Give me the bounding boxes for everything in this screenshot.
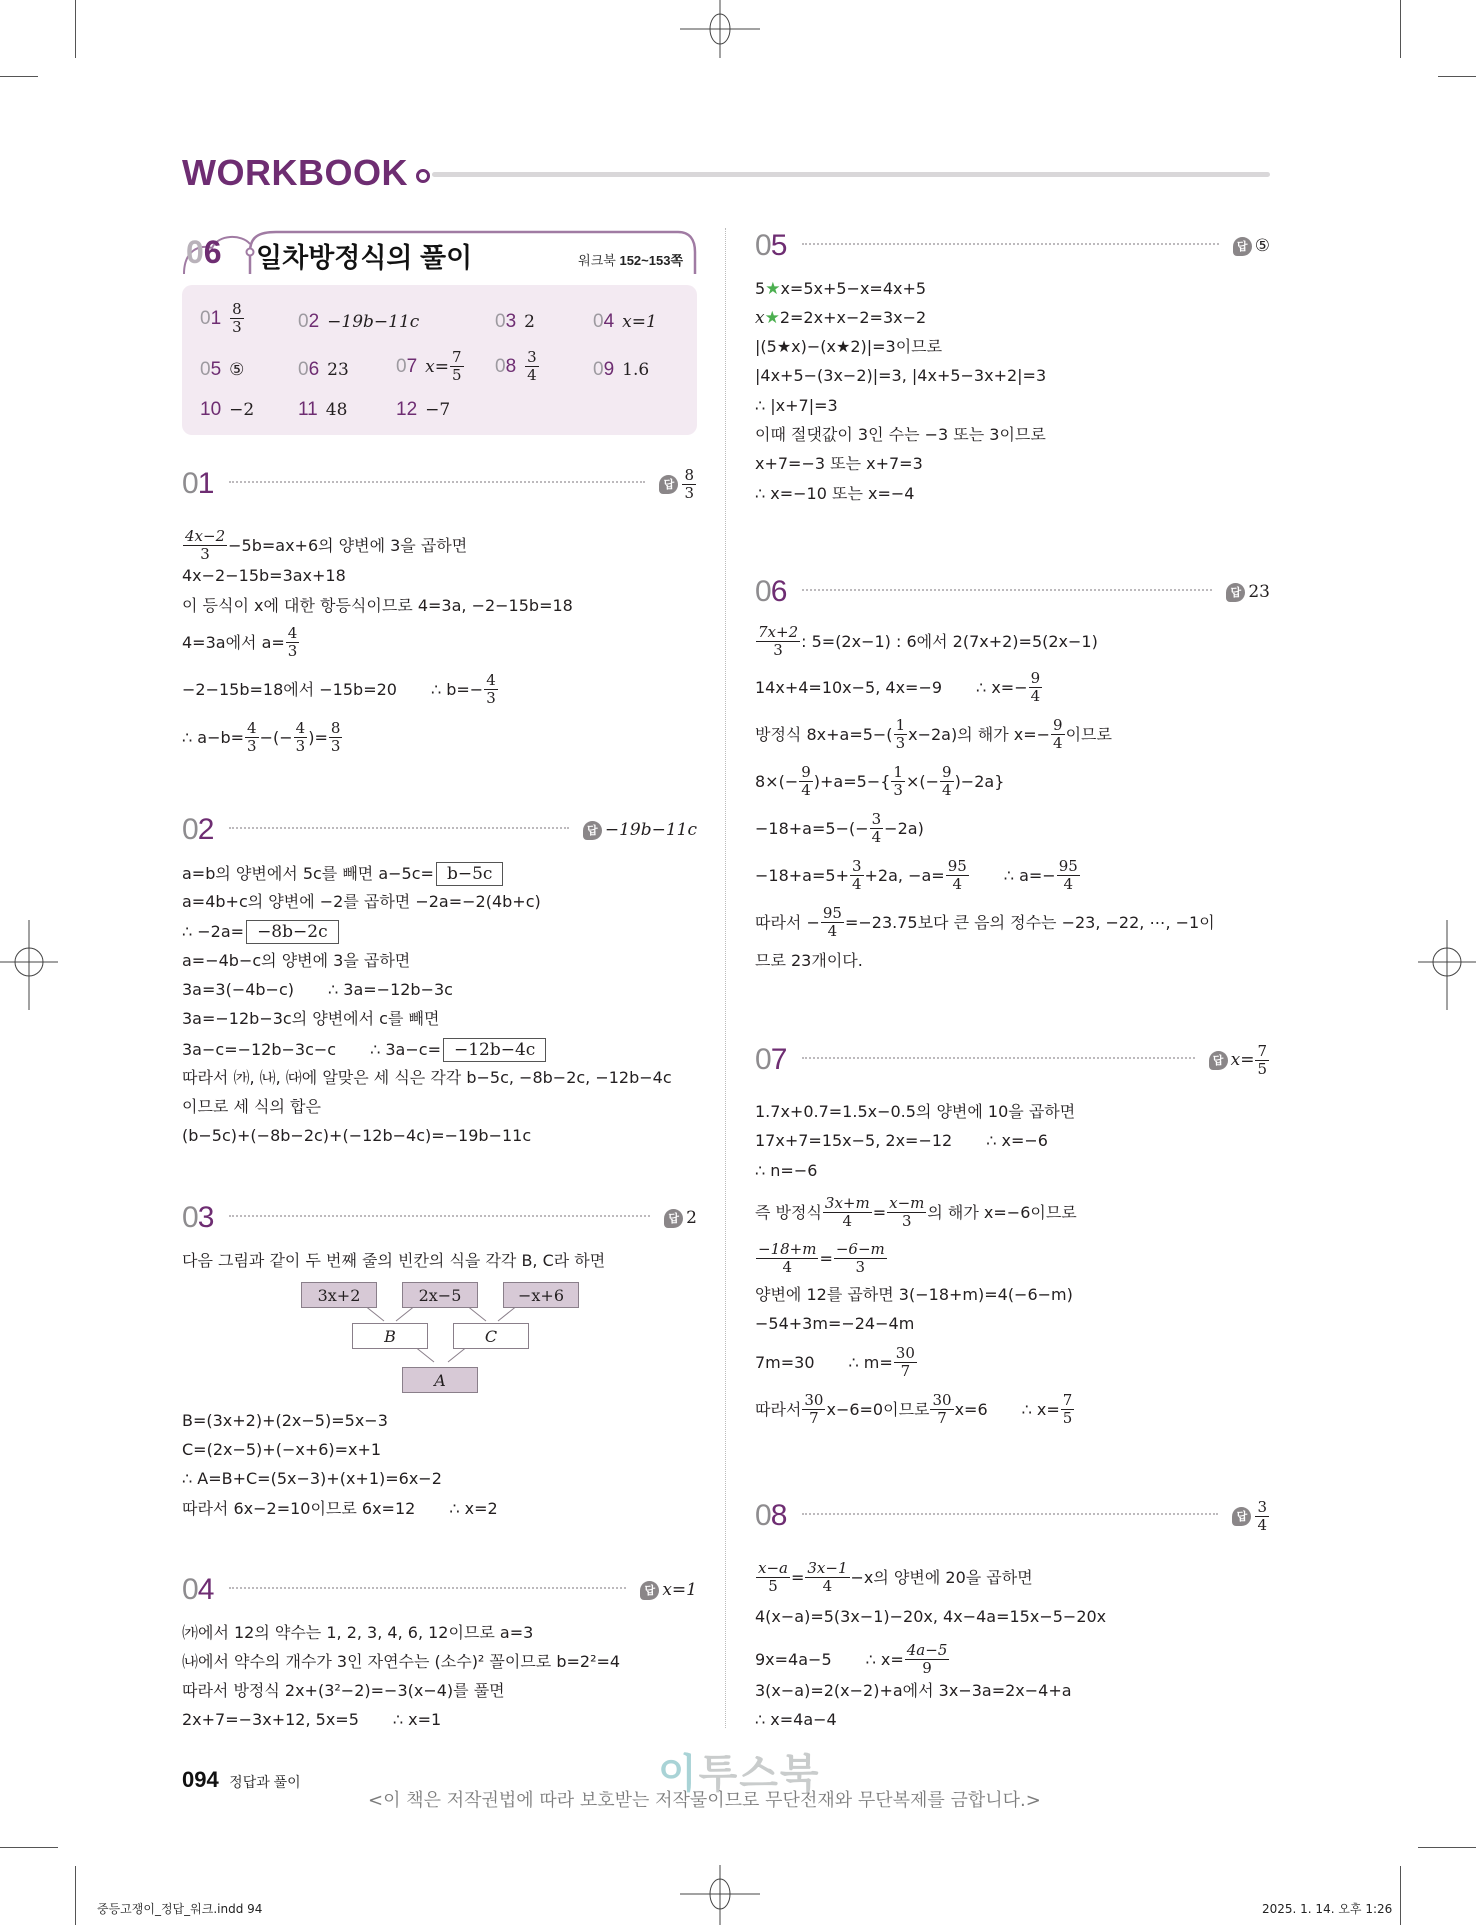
crop-mark <box>1438 76 1476 77</box>
solution-line: 9x=4a−5 ∴ x= $\frac{4a-5}{9}$ <box>755 1641 948 1677</box>
chapter-ref-label: 워크북 <box>578 253 616 268</box>
diagram-top-box-2: 2x−5 <box>402 1282 478 1308</box>
answer-badge-icon: 답 <box>664 1209 683 1228</box>
solution-line: B=(3x+2)+(2x−5)=5x−3 <box>182 1411 388 1430</box>
solution-line: ∴ |x+7|=3 <box>755 396 838 415</box>
solution-line: ∴ a−b= $\frac{4}{3}$ −(− $\frac{4}{3}$ )= $\frac{8}{3}$ <box>182 719 341 755</box>
summary-item-08: 08 $\frac{3}{4}$ <box>495 348 537 384</box>
solution-line: ㈏에서 약수의 개수가 3인 자연수는 (소수)² 꼴이므로 b=2²=4 <box>182 1652 621 1671</box>
page-section-label: 정답과 풀이 <box>229 1774 301 1790</box>
problem-06-header: 06 답 23 <box>755 575 1270 608</box>
chapter-ref-pages: 152~153쪽 <box>619 253 683 268</box>
crop-mark <box>75 1866 76 1925</box>
solution-line: a=−4b−c의 양변에 3을 곱하면 <box>182 951 411 970</box>
blank-box: b−5c <box>436 862 503 886</box>
registration-mark-icon <box>0 920 60 1010</box>
problem-03-answer: 답 2 <box>664 1208 697 1228</box>
registration-mark-icon <box>1416 920 1476 1010</box>
crop-mark <box>0 76 38 77</box>
solution-line: −18+a=5+ $\frac{3}{4}$ +2a, −a= $\frac{95}{4}$ ∴ a=− $\frac{95}{4}$ <box>755 857 1078 893</box>
solution-line: x ★ 2=2x+x−2=3x−2 <box>755 308 927 328</box>
solution-line: 4=3a에서 a= $\frac{4}{3}$ <box>182 624 298 660</box>
blank-box: −8b−2c <box>246 920 339 944</box>
answer-badge-icon: 답 <box>659 475 678 494</box>
header-rule <box>432 172 1270 177</box>
solution-line: 방정식 8x+a=5−( $\frac{1}{3}$ x−2a)의 해가 x=− $\frac{9}{4}$ 이므로 <box>755 716 1112 752</box>
solution-line: 2x+7=−3x+12, 5x=5 ∴ x=1 <box>182 1710 442 1729</box>
crop-mark <box>1418 1847 1476 1848</box>
crop-mark <box>0 1847 58 1848</box>
answer-badge-icon: 답 <box>1226 583 1245 602</box>
solution-line: 이므로 세 식의 합은 <box>182 1097 321 1116</box>
crop-mark <box>75 0 76 58</box>
answer-badge-icon: 답 <box>1232 1507 1251 1526</box>
problem-06-answer: 답 23 <box>1226 582 1270 602</box>
answer-badge-icon: 답 <box>1209 1051 1228 1070</box>
diagram-middle-box-b: B <box>352 1323 428 1349</box>
problem-07-answer: 답 x= $\frac{7}{5}$ <box>1209 1043 1270 1078</box>
solution-line: 3a−c=−12b−3c−c ∴ 3a−c= −12b−4c <box>182 1038 546 1062</box>
solution-line: 3a=3(−4b−c) ∴ 3a=−12b−3c <box>182 980 453 999</box>
solution-line: $\frac{x-a}{5}$ = $\frac{3x-1}{4}$ −x의 양변에 20을 곱하면 <box>758 1559 1033 1595</box>
answer-badge-icon: 답 <box>1233 237 1252 256</box>
page-footer <box>182 1767 301 1793</box>
print-slug-date: 2025. 1. 14. 오후 1:26 <box>1262 1902 1393 1916</box>
solution-line: 8×(− $\frac{9}{4}$ )+a=5−{ $\frac{1}{3}$ ×(− $\frac{9}{4}$ )−2a} <box>755 763 1005 799</box>
solution-line: ㈎에서 12의 약수는 1, 2, 3, 4, 6, 12이므로 a=3 <box>182 1623 534 1642</box>
crop-mark <box>1400 1866 1401 1925</box>
problem-04-answer: 답 x=1 <box>640 1580 697 1600</box>
problem-05-answer: 답 ⑤ <box>1233 236 1270 256</box>
solution-line: x+7=−3 또는 x+7=3 <box>755 454 923 473</box>
problem-08-header: 08 답 $\frac{3}{4}$ <box>755 1498 1270 1534</box>
problem-08-answer: 답 $\frac{3}{4}$ <box>1232 1499 1270 1534</box>
summary-item-04: 04 x=1 <box>593 311 657 332</box>
problem-03-header: 03 답 2 <box>182 1201 697 1234</box>
answer-summary-box <box>182 285 697 435</box>
problem-07-header: 07 답 x= $\frac{7}{5}$ <box>755 1042 1270 1078</box>
summary-item-11: 11 48 <box>298 399 348 420</box>
diagram-top-box-1: 3x+2 <box>301 1282 377 1308</box>
solution-line: |(5★x)−(x★2)|=3이므로 <box>755 337 943 356</box>
answer-badge-icon: 답 <box>583 821 602 840</box>
problem-05-header: 05 답 ⑤ <box>755 229 1270 262</box>
solution-line: 이 등식이 x에 대한 항등식이므로 4=3a, −2−15b=18 <box>182 596 573 615</box>
blank-box: −12b−4c <box>443 1038 546 1062</box>
solution-line: a=4b+c의 양변에 −2를 곱하면 −2a=−2(4b+c) <box>182 892 541 911</box>
solution-line: ∴ x=4a−4 <box>755 1710 837 1729</box>
print-slug-file: 중등고쟁이_정답_워크.indd 94 <box>97 1902 263 1916</box>
solution-line: 3(x−a)=2(x−2)+a에서 3x−3a=2x−4+a <box>755 1681 1072 1700</box>
chapter-number-prefix: 0 <box>186 234 204 270</box>
summary-item-01: 01 $\frac{8}{3}$ <box>200 300 242 336</box>
chapter-title: 일차방정식의 풀이 <box>256 243 473 273</box>
solution-line: 4x−2−15b=3ax+18 <box>182 566 346 585</box>
solution-line: −18+a=5−(− $\frac{3}{4}$ −2a) <box>755 810 924 846</box>
solution-line: 17x+7=15x−5, 2x=−12 ∴ x=−6 <box>755 1131 1048 1150</box>
solution-line: −2−15b=18에서 −15b=20 ∴ b=− $\frac{4}{3}$ <box>182 671 496 707</box>
chapter-tab <box>182 228 697 288</box>
problem-02-header: 02 답 −19b−11c <box>182 813 697 846</box>
summary-item-05: 05 ⑤ <box>200 359 245 380</box>
solution-line: 4(x−a)=5(3x−1)−20x, 4x−4a=15x−5−20x <box>755 1607 1107 1626</box>
summary-item-12: 12 −7 <box>396 399 451 420</box>
workbook-title: WORKBOOK <box>182 152 408 193</box>
solution-line: 즉 방정식 $\frac{3x+m}{4}$ = $\frac{x-m}{3}$ 의 해가 x=−6이므로 <box>755 1194 1077 1230</box>
copyright-notice: <이 책은 저작권법에 따라 보호받는 저작물이므로 무단전재와 무단복제를 금합니다.> <box>368 1790 1041 1811</box>
solution-line: ∴ −2a= −8b−2c <box>182 920 339 944</box>
summary-item-06: 06 23 <box>298 359 349 380</box>
solution-line: −54+3m=−24−4m <box>755 1314 915 1333</box>
summary-item-07: 07 x= $\frac{7}{5}$ <box>396 348 462 384</box>
solution-line: a=b의 양변에서 5c를 빼면 a−5c= b−5c <box>182 862 503 886</box>
solution-line: ∴ A=B+C=(5x−3)+(x+1)=6x−2 <box>182 1469 442 1488</box>
summary-item-10: 10 −2 <box>200 399 255 420</box>
star-operator-icon: ★ <box>764 308 780 328</box>
solution-line: 이때 절댓값이 3인 수는 −3 또는 3이므로 <box>755 425 1046 444</box>
solution-line: 므로 23개이다. <box>755 951 863 970</box>
solution-line: 다음 그림과 같이 두 번째 줄의 빈칸의 식을 각각 B, C라 하면 <box>182 1251 606 1270</box>
solution-line: 따라서 ㈎, ㈏, ㈐에 알맞은 세 식은 각각 b−5c, −8b−2c, −12b−4c <box>182 1068 672 1087</box>
page-number: 094 <box>182 1767 219 1792</box>
solution-line: 7m=30 ∴ m= $\frac{30}{7}$ <box>755 1344 915 1380</box>
chapter-page-ref <box>578 250 683 269</box>
summary-item-09: 09 1.6 <box>593 359 650 380</box>
diagram-middle-box-c: C <box>453 1323 529 1349</box>
answer-badge-icon: 답 <box>640 1581 659 1600</box>
summary-item-03: 03 2 <box>495 311 535 332</box>
solution-line: 따라서 $\frac{30}{7}$ x−6=0이므로 $\frac{30}{7}$ x=6 ∴ x= $\frac{7}{5}$ <box>755 1391 1073 1427</box>
star-operator-icon: ★ <box>765 279 781 299</box>
chapter-number-main: 6 <box>203 234 222 270</box>
solution-line: 1.7x+0.7=1.5x−0.5의 양변에 10을 곱하면 <box>755 1102 1076 1121</box>
chapter-number <box>186 234 222 271</box>
solution-line: $\frac{-18+m}{4}$ = $\frac{-6-m}{3}$ <box>758 1240 885 1276</box>
registration-mark-icon <box>676 1865 766 1925</box>
crop-mark <box>1400 0 1401 58</box>
problem-01-header: 01 답 $\frac{8}{3}$ <box>182 466 697 502</box>
problem-02-answer: 답 −19b−11c <box>583 820 697 840</box>
solution-line: ∴ x=−10 또는 x=−4 <box>755 484 915 503</box>
solution-line: 양변에 12를 곱하면 3(−18+m)=4(−6−m) <box>755 1285 1073 1304</box>
registration-mark-icon <box>676 0 766 60</box>
solution-line: C=(2x−5)+(−x+6)=x+1 <box>182 1440 382 1459</box>
summary-item-02: 02 −19b−11c <box>298 311 420 332</box>
solution-line: 따라서 방정식 2x+(3²−2)=−3(x−4)를 풀면 <box>182 1681 505 1700</box>
solution-line: (b−5c)+(−8b−2c)+(−12b−4c)=−19b−11c <box>182 1126 532 1145</box>
solution-line: $\frac{7x+2}{3}$ : 5=(2x−1) : 6에서 2(7x+2)=5(2x−1) <box>758 623 1098 659</box>
solution-line: |4x+5−(3x−2)|=3, |4x+5−3x+2|=3 <box>755 366 1047 385</box>
diagram-bottom-box-a: A <box>402 1367 478 1393</box>
solution-line: ∴ n=−6 <box>755 1161 818 1180</box>
publisher-watermark: 이투스북 <box>658 1751 821 1797</box>
header-dot-icon <box>416 169 430 183</box>
solution-line: 따라서 − $\frac{95}{4}$ =−23.75보다 큰 음의 정수는 −23, −22, ⋯, −1이 <box>755 904 1215 940</box>
solution-line: 14x+4=10x−5, 4x=−9 ∴ x=− $\frac{9}{4}$ <box>755 669 1041 705</box>
problem-01-answer: 답 $\frac{8}{3}$ <box>659 467 697 502</box>
problem-04-header: 04 답 x=1 <box>182 1573 697 1606</box>
solution-line: 따라서 6x−2=10이므로 6x=12 ∴ x=2 <box>182 1499 498 1518</box>
diagram-top-box-3: −x+6 <box>503 1282 579 1308</box>
solution-line: 5 ★ x=5x+5−x=4x+5 <box>755 279 927 299</box>
solution-line: 3a=−12b−3c의 양변에서 c를 빼면 <box>182 1009 440 1028</box>
column-divider <box>725 228 726 1728</box>
solution-line: $\frac{4x-2}{3}$ −5b=ax+6의 양변에 3을 곱하면 <box>185 527 468 563</box>
